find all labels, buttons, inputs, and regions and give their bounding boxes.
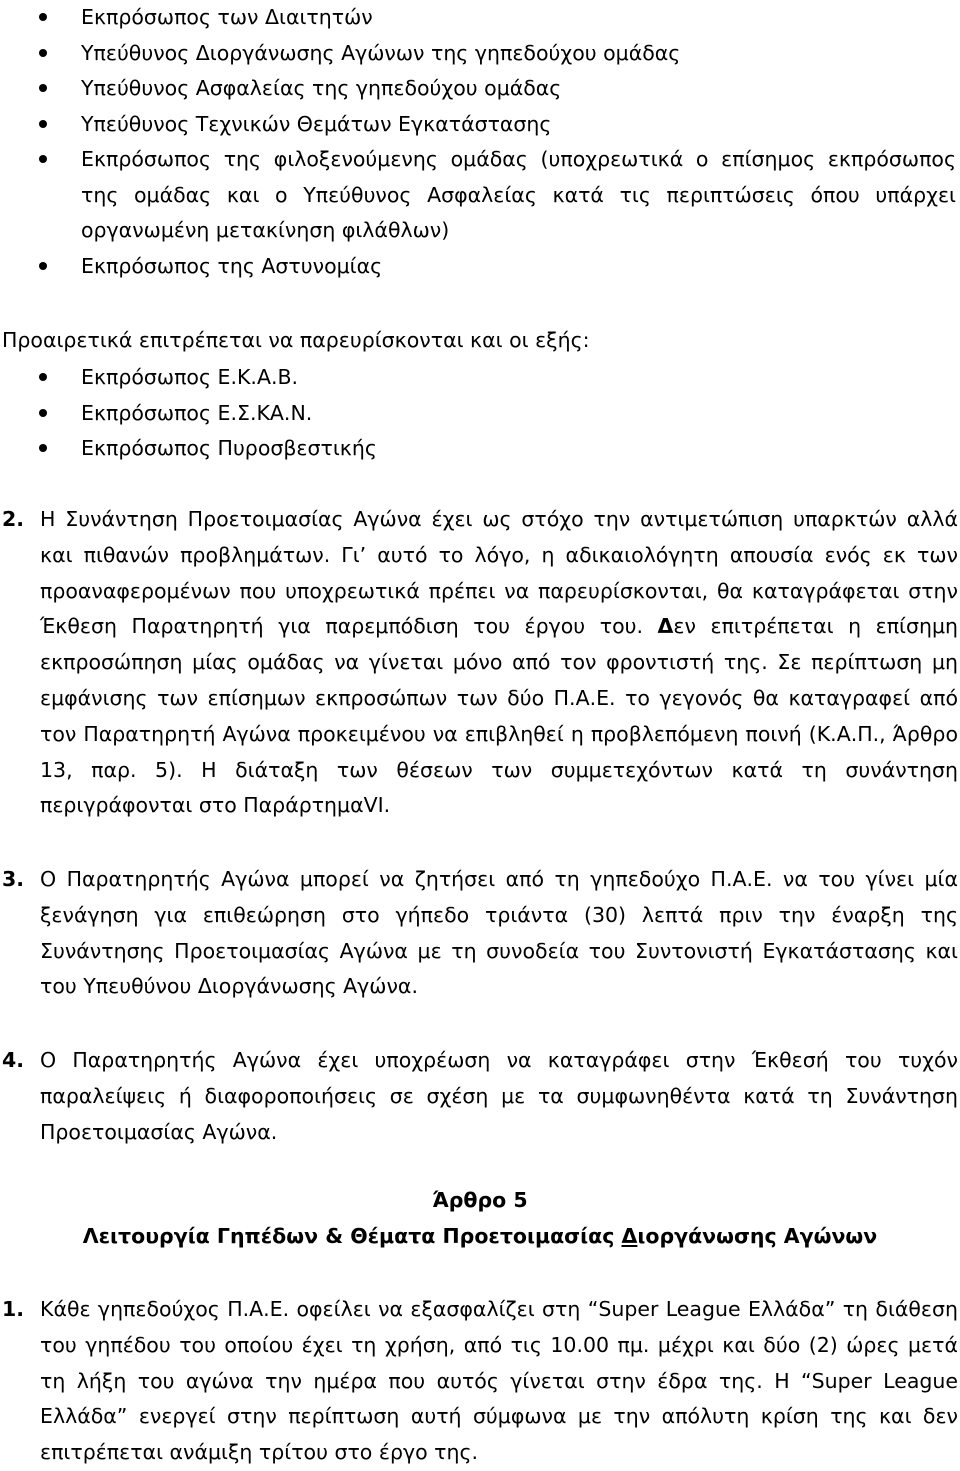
article-subtitle: Λειτουργία Γηπέδων & Θέματα Προετοιμασίας Διοργάνωσης Αγώνων: [82, 1224, 878, 1248]
bullet-icon: [39, 84, 47, 92]
bullet-icon: [39, 13, 47, 21]
attendees-list: [0, 0, 958, 284]
bullet-icon: [39, 49, 47, 57]
list-item: Εκπρόσωπος της φιλοξενούμενης ομάδας (υποχρεωτικά ο επίσημος εκπρόσωπος της ομάδας και ο Υπεύθυνος Ασφαλείας κατά τις περιπτώσεις όπου υπάρχει οργανωμένη μετακίνηση φιλάθλων): [0, 142, 958, 249]
list-item: Εκπρόσωπος Ε.Κ.Α.Β.: [0, 360, 958, 396]
bullet-icon: [39, 120, 47, 128]
paragraph-4: 4. Ο Παρατηρητής Αγώνα έχει υποχρέωση να καταγράφει στην Έκθεσή του τυχόν παραλείψεις ή διαφοροποιήσεις σε σχέση με τα συμφωνηθέντα κατά τη Συνάντηση Προετοιμασίας Αγώνα.: [0, 1043, 958, 1150]
article-5-paragraph-1: 1. Κάθε γηπεδούχος Π.Α.Ε. οφείλει να εξασφαλίζει στη “Super League Ελλάδα” τη διάθεση του γηπέδου του οποίου έχει τη χρήση, από τις 10.00 πμ. μέχρι και δύο (2) ώρες μετά τη λήξη του αγώνα την ημέρα που αυτός γίνεται στην έδρα της. Η “Super League Ελλάδα” ενεργεί στην περίπτωση αυτή σύμφωνα με την απόλυτη κρίση της και δεν επιτρέπεται ανάμιξη τρίτου στο έργο της.: [0, 1292, 958, 1471]
list-item: Εκπρόσωπος των Διαιτητών: [0, 0, 958, 36]
paragraph-number: 2.: [2, 507, 25, 531]
paragraph-number: 3.: [2, 867, 25, 891]
paragraph-2: 2. Η Συνάντηση Προετοιμασίας Αγώνα έχει ως στόχο την αντιμετώπιση υπαρκτών αλλά και πιθανών προβλημάτων. Γι’ αυτό το λόγο, η αδικαιολόγητη απουσία ενός εκ των προαναφερομένων που υποχρεωτικά πρέπει να παρευρίσκονται, θα καταγράφεται στην Έκθεση Παρατηρητή για παρεμπόδιση του έργου του. Δεν επιτρέπεται η επίσημη εκπροσώπηση μίας ομάδας να γίνεται μόνο από τον φροντιστή της. Σε περίπτωση μη εμφάνισης των επίσημων εκπροσώπων των δύο Π.Α.Ε. το γεγονός θα καταγραφεί από τον Παρατηρητή Αγώνα προκειμένου να επιβληθεί η προβλεπόμενη ποινή (Κ.Α.Π., Άρθρο 13, παρ. 5). Η διάταξη των θέσεων των συμμετεχόντων κατά τη συνάντηση περιγράφονται στο ΠαράρτημαVI.: [0, 502, 958, 824]
paragraph-3: 3. Ο Παρατηρητής Αγώνα μπορεί να ζητήσει από τη γηπεδούχο Π.Α.Ε. να του γίνει μία ξενάγηση για επιθεώρηση στο γήπεδο τριάντα (30) λεπτά πριν την έναρξη της Συνάντησης Προετοιμασίας Αγώνα με τη συνοδεία του Συντονιστή Εγκατάστασης και του Υπευθύνου Διοργάνωσης Αγώνα.: [0, 862, 958, 1005]
optional-intro: Προαιρετικά επιτρέπεται να παρευρίσκονται και οι εξής:: [2, 328, 590, 352]
list-item: Υπεύθυνος Διοργάνωσης Αγώνων της γηπεδούχου ομάδας: [0, 36, 958, 72]
optional-attendees-list: [0, 360, 958, 467]
list-item: Υπεύθυνος Ασφαλείας της γηπεδούχου ομάδας: [0, 71, 958, 107]
list-item: Εκπρόσωπος Ε.Σ.ΚΑ.Ν.: [0, 396, 958, 432]
list-item: Εκπρόσωπος Πυροσβεστικής: [0, 431, 958, 467]
list-item: Υπεύθυνος Τεχνικών Θεμάτων Εγκατάστασης: [0, 107, 958, 143]
bullet-icon: [39, 373, 47, 381]
article-title: Άρθρο 5: [432, 1188, 528, 1212]
paragraph-number: 4.: [2, 1048, 25, 1072]
bullet-icon: [39, 409, 47, 417]
bullet-icon: [39, 444, 47, 452]
bullet-icon: [39, 262, 47, 270]
list-item: Εκπρόσωπος της Αστυνομίας: [0, 249, 958, 285]
bullet-icon: [39, 155, 47, 163]
paragraph-number: 1.: [2, 1297, 25, 1321]
